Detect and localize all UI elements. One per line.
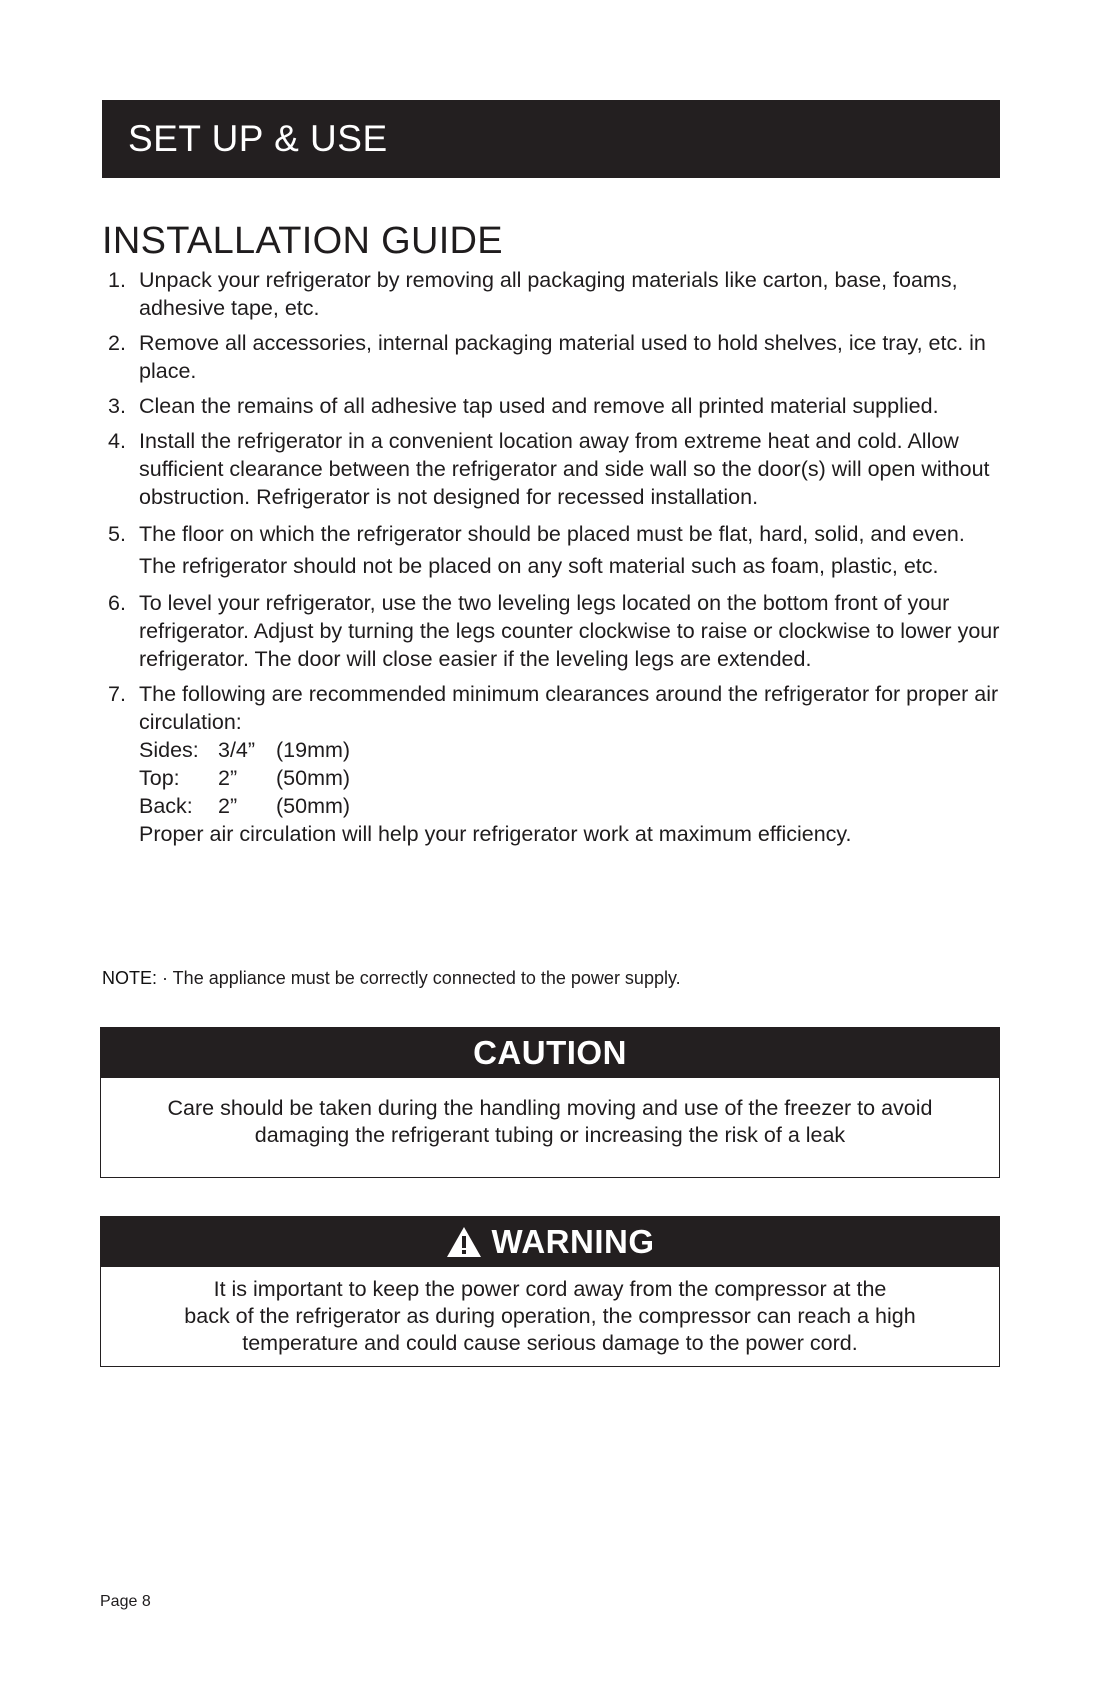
step-number: 6. xyxy=(108,591,126,615)
caution-line: Care should be taken during the handling moving and use of the freezer to avoid xyxy=(167,1096,933,1120)
caution-line: damaging the refrigerant tubing or increasing the risk of a leak xyxy=(254,1123,846,1147)
banner-title: SET UP & USE xyxy=(128,118,388,159)
clearance-inch: 3/4” xyxy=(218,738,256,762)
installation-steps xyxy=(102,266,1002,855)
clearance-row-back xyxy=(139,792,1002,820)
step-item xyxy=(102,518,1002,582)
clearance-footer: Proper air circulation will help your refrigerator work at maximum efficiency. xyxy=(139,822,852,846)
step-text: The floor on which the refrigerator should be placed must be flat, hard, solid, and even. The refrigerator should not be placed on any soft material such as foam, plastic, etc. xyxy=(139,522,965,578)
caution-header xyxy=(101,1028,999,1078)
caution-body xyxy=(101,1078,999,1149)
step-text: Install the refrigerator in a convenient location away from extreme heat and cold. Allow sufficient clearance between the refrigerator and side wall so the door(s) will open without obstruction. Refrigerator is not designed for recessed installation. xyxy=(139,429,990,509)
step-text: Clean the remains of all adhesive tap used and remove all printed material supplied. xyxy=(139,394,939,418)
step-number: 5. xyxy=(108,522,126,546)
clearance-mm: (50mm) xyxy=(276,794,351,818)
warning-triangle-icon xyxy=(446,1226,482,1258)
warning-line: back of the refrigerator as during operation, the compressor can reach a high xyxy=(184,1304,916,1328)
clearance-side: Top: xyxy=(139,766,180,790)
warning-body xyxy=(101,1267,999,1357)
step-item xyxy=(102,427,1002,511)
clearance-side: Sides: xyxy=(139,738,199,762)
step-text: The following are recommended minimum clearances around the refrigerator for proper air circulation: xyxy=(139,682,999,734)
step-text: To level your refrigerator, use the two leveling legs located on the bottom front of your refrigerator. Adjust by turning the legs counter clockwise to raise or clockwise to lower your refrigerator. The door will close easier if the leveling legs are extended. xyxy=(139,591,1000,671)
step-number: 4. xyxy=(108,429,126,453)
clearance-mm: (19mm) xyxy=(276,738,351,762)
step-text: Remove all accessories, internal packaging material used to hold shelves, ice tray, etc. in place. xyxy=(139,331,986,383)
page-number: Page 8 xyxy=(100,1593,151,1610)
section-banner xyxy=(102,100,1000,178)
caution-title: CAUTION xyxy=(473,1034,627,1071)
step-item xyxy=(102,329,1002,385)
warning-header xyxy=(101,1217,999,1267)
clearance-mm: (50mm) xyxy=(276,766,351,790)
warning-box xyxy=(100,1216,1000,1367)
note-text: · The appliance must be correctly connected to the power supply. xyxy=(157,968,681,988)
step-number: 1. xyxy=(108,268,126,292)
note-label: NOTE: xyxy=(102,968,158,988)
step-number: 3. xyxy=(108,394,126,418)
clearance-side: Back: xyxy=(139,794,193,818)
step-item xyxy=(102,392,1002,420)
step-item xyxy=(102,589,1002,673)
step-item xyxy=(102,680,1002,848)
step-number: 7. xyxy=(108,682,126,706)
page-title: INSTALLATION GUIDE xyxy=(102,220,503,262)
clearance-inch: 2” xyxy=(218,766,238,790)
step-item xyxy=(102,266,1002,322)
step-number: 2. xyxy=(108,331,126,355)
clearance-row-top xyxy=(139,764,1002,792)
note xyxy=(102,966,681,990)
step-text: Unpack your refrigerator by removing all packaging materials like carton, base, foams, adhesive tape, etc. xyxy=(139,268,958,320)
warning-title: WARNING xyxy=(491,1223,655,1260)
warning-line: temperature and could cause serious damage to the power cord. xyxy=(242,1331,858,1355)
clearance-inch: 2” xyxy=(218,794,238,818)
caution-box xyxy=(100,1027,1000,1178)
warning-line: It is important to keep the power cord away from the compressor at the xyxy=(213,1277,887,1301)
clearance-row-sides xyxy=(139,736,1002,764)
